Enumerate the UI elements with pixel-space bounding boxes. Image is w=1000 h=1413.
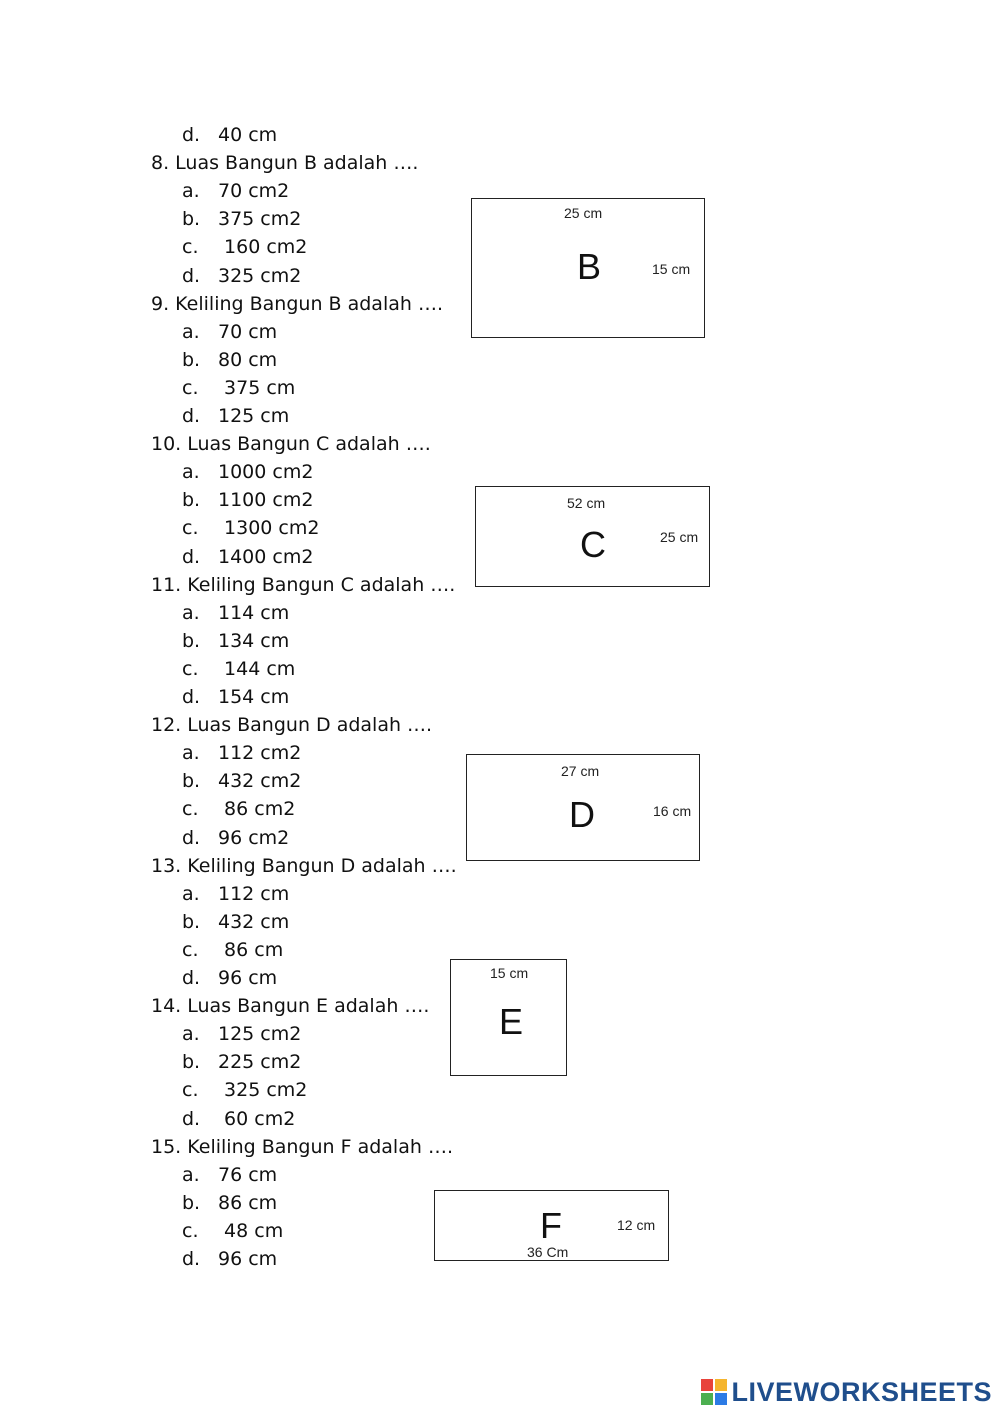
option-text: 1300 cm2 (218, 517, 320, 540)
option-text: 114 cm (218, 601, 290, 624)
shape-e-label: E (499, 1001, 524, 1042)
shape-b (471, 198, 705, 338)
option-letter: d. (182, 1248, 201, 1270)
question-text: 14. Luas Bangun E adalah …. (151, 995, 430, 1018)
answer-option (182, 1078, 307, 1102)
option-text: 125 cm2 (218, 1023, 302, 1046)
option-letter: b. (182, 489, 201, 512)
option-text: 325 cm2 (218, 264, 302, 287)
shape-f (434, 1190, 669, 1261)
option-text: 86 cm (218, 1191, 278, 1214)
answer-option (182, 207, 301, 231)
option-text: 48 cm (218, 1219, 284, 1242)
option-letter: b. (182, 1191, 201, 1214)
option-text: 1100 cm2 (218, 489, 314, 512)
answer-option (182, 882, 289, 906)
shape-c-label: C (580, 524, 606, 565)
option-text: 134 cm (218, 629, 290, 652)
option-letter: b. (182, 348, 201, 371)
answer-option (182, 910, 289, 934)
option-letter: a. (182, 461, 200, 484)
answer-option (182, 123, 277, 147)
shape-d-label: D (569, 794, 595, 835)
answer-option (182, 545, 313, 569)
option-text: 70 cm2 (218, 180, 290, 203)
answer-option (182, 376, 295, 400)
liveworksheets-wordmark: LIVEWORKSHEETS (731, 1376, 992, 1407)
shape-e (450, 959, 567, 1076)
question-text: 9. Keliling Bangun B adalah …. (151, 292, 443, 315)
option-text: 80 cm (218, 348, 278, 371)
option-letter: a. (182, 882, 200, 905)
option-letter: d. (182, 967, 201, 989)
option-text: 86 cm2 (218, 798, 296, 821)
option-text: 144 cm (218, 657, 296, 680)
shape-b-top-length: 25 cm (564, 205, 603, 221)
answer-option (182, 601, 289, 625)
option-text: 432 cm (218, 910, 290, 933)
answer-option (182, 264, 301, 288)
option-text: 375 cm2 (218, 208, 302, 231)
answer-option (182, 966, 277, 990)
option-text: 432 cm2 (218, 770, 302, 793)
option-text: 125 cm (218, 405, 290, 427)
option-letter: c. (182, 236, 199, 259)
option-text: 76 cm (218, 1163, 278, 1186)
answer-option (182, 657, 295, 681)
shape-d (466, 754, 700, 861)
question-text: 13. Keliling Bangun D adalah …. (151, 854, 457, 877)
answer-option (182, 488, 313, 512)
option-letter: d. (182, 686, 201, 708)
option-text: 60 cm2 (218, 1107, 296, 1130)
liveworksheets-logo (701, 1377, 992, 1407)
answer-option (182, 1163, 277, 1187)
option-letter: d. (182, 124, 201, 146)
answer-option (182, 1191, 277, 1215)
option-letter: c. (182, 938, 199, 961)
liveworksheets-logo-icon (701, 1379, 727, 1405)
answer-option (182, 685, 289, 709)
shape-c-side-length: 25 cm (660, 529, 699, 545)
answer-option (182, 629, 289, 653)
option-letter: c. (182, 517, 199, 540)
option-text: 96 cm (218, 967, 278, 989)
option-letter: d. (182, 826, 201, 849)
option-letter: a. (182, 742, 200, 765)
shape-e-top-length: 15 cm (490, 965, 529, 981)
option-letter: a. (182, 1023, 200, 1046)
option-letter: b. (182, 629, 201, 652)
option-letter: d. (182, 1107, 201, 1130)
shape-c-top-length: 52 cm (567, 495, 606, 511)
option-letter: c. (182, 657, 199, 680)
answer-option (182, 1107, 295, 1131)
option-text: 70 cm (218, 320, 278, 343)
question-text: 12. Luas Bangun D adalah …. (151, 714, 433, 737)
answer-option (182, 769, 301, 793)
question-text: 8. Luas Bangun B adalah …. (151, 152, 419, 175)
option-letter: c. (182, 1079, 199, 1102)
option-text: 160 cm2 (218, 236, 308, 259)
question-text: 10. Luas Bangun C adalah …. (151, 433, 431, 456)
answer-option (182, 348, 277, 372)
answer-option (182, 938, 283, 962)
answer-option (182, 179, 289, 203)
shape-f-side-length: 12 cm (617, 1217, 656, 1233)
option-letter: a. (182, 1163, 200, 1186)
shape-f-label: F (540, 1205, 562, 1246)
question-text: 15. Keliling Bangun F adalah …. (151, 1135, 453, 1158)
option-letter: a. (182, 180, 200, 203)
option-text: 112 cm (218, 882, 290, 905)
option-letter: a. (182, 601, 200, 624)
option-text: 1400 cm2 (218, 545, 314, 568)
answer-option (182, 404, 289, 428)
shape-f-bottom-length: 36 Cm (527, 1244, 569, 1260)
option-text: 86 cm (218, 938, 284, 961)
option-letter: b. (182, 208, 201, 231)
answer-option (182, 1219, 283, 1243)
answer-option (182, 1050, 301, 1074)
option-letter: a. (182, 320, 200, 343)
option-letter: b. (182, 770, 201, 793)
option-letter: c. (182, 376, 199, 399)
question-text: 11. Keliling Bangun C adalah …. (151, 573, 456, 596)
answer-option (182, 1247, 277, 1271)
shape-b-label: B (577, 246, 602, 287)
option-text: 375 cm (218, 376, 296, 399)
shape-b-side-length: 15 cm (652, 261, 691, 277)
answer-option (182, 741, 301, 765)
shape-d-side-length: 16 cm (653, 803, 692, 819)
option-letter: d. (182, 405, 201, 427)
option-text: 225 cm2 (218, 1051, 302, 1074)
answer-option (182, 826, 289, 850)
answer-option (182, 516, 319, 540)
option-text: 96 cm (218, 1248, 278, 1270)
shape-c (475, 486, 710, 587)
answer-option (182, 460, 313, 484)
option-text: 96 cm2 (218, 826, 290, 849)
option-text: 325 cm2 (218, 1079, 308, 1102)
shape-d-top-length: 27 cm (561, 763, 600, 779)
option-letter: c. (182, 798, 199, 821)
option-text: 40 cm (218, 124, 278, 146)
option-letter: b. (182, 1051, 201, 1074)
answer-option (182, 320, 277, 344)
option-letter: c. (182, 1219, 199, 1242)
answer-option (182, 235, 307, 259)
option-text: 154 cm (218, 686, 290, 708)
option-letter: b. (182, 910, 201, 933)
option-text: 1000 cm2 (218, 461, 314, 484)
option-letter: d. (182, 545, 201, 568)
option-text: 112 cm2 (218, 742, 302, 765)
option-letter: d. (182, 264, 201, 287)
answer-option (182, 1022, 301, 1046)
answer-option (182, 797, 295, 821)
